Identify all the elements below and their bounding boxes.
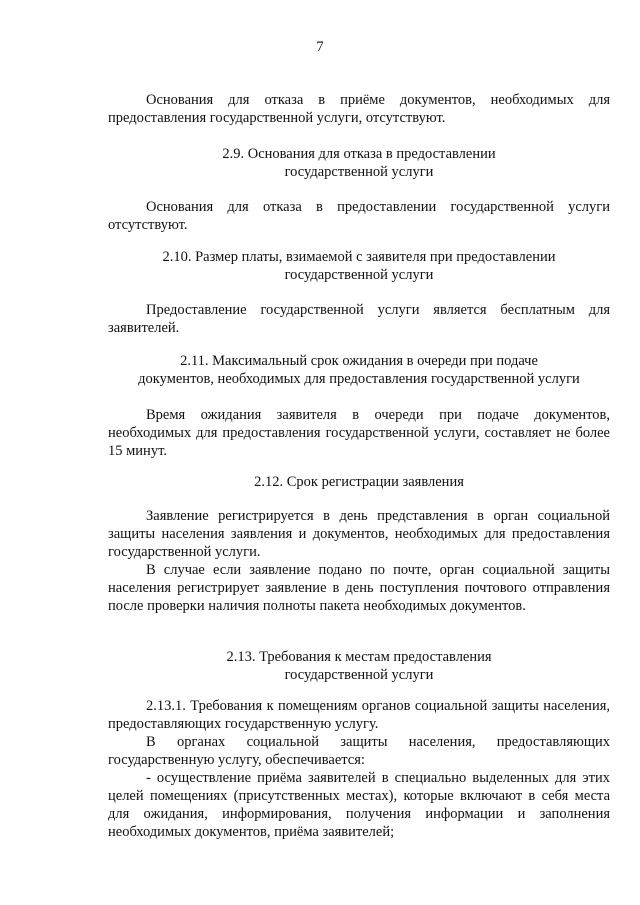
paragraph-waiting-time: Время ожидания заявителя в очереди при подаче документов, необходимых для предоставления государственной услуги, составляет не более 15 минут. xyxy=(108,407,610,459)
heading-line: государственной услуги xyxy=(284,667,434,683)
section-heading-2-10 xyxy=(108,248,610,284)
heading-line: 2.10. Размер платы, взимаемой с заявителя при предоставлении xyxy=(162,249,556,265)
paragraph-provision-ensured: В органах социальной защиты населения, предоставляющих государственную услугу, обеспечивается: xyxy=(108,734,610,768)
paragraph-fee: Предоставление государственной услуги является бесплатным для заявителей. xyxy=(108,302,610,336)
section-heading-2-11 xyxy=(108,352,610,388)
paragraph-postal-registration: В случае если заявление подано по почте, орган социальной защиты населения регистрирует заявление в день поступления почтового отправления после проверки наличия полноты пакета необходимых документов. xyxy=(108,562,610,614)
section-heading-2-9 xyxy=(108,145,610,181)
paragraph-premises-requirements: 2.13.1. Требования к помещениям органов социальной защиты населения, предоставляющих государственную услугу. xyxy=(108,698,610,732)
paragraph-refusal-acceptance: Основания для отказа в приёме документов, необходимых для предоставления государственной услуги, отсутствуют. xyxy=(108,92,610,126)
page-number: 7 xyxy=(316,39,324,55)
heading-line: 2.13. Требования к местам предоставления xyxy=(226,649,492,665)
paragraph-refusal-provision: Основания для отказа в предоставлении государственной услуги отсутствуют. xyxy=(108,199,610,233)
heading-line: государственной услуги xyxy=(284,267,434,283)
heading-line: 2.9. Основания для отказа в предоставлении xyxy=(222,146,496,162)
list-item-reception-premises: - осуществление приёма заявителей в специально выделенных для этих целей помещениях (присутственных местах), которые включают в себя места для ожидания, информирования, получения информации и заполнения необходимых документов, приёма заявителей; xyxy=(108,770,610,840)
heading-line: документов, необходимых для предоставления государственной услуги xyxy=(138,371,580,387)
section-heading-2-12: 2.12. Срок регистрации заявления xyxy=(254,474,464,490)
heading-line: 2.11. Максимальный срок ожидания в очереди при подаче xyxy=(180,353,538,369)
heading-line: государственной услуги xyxy=(284,164,434,180)
paragraph-registration: Заявление регистрируется в день представления в орган социальной защиты населения заявления и документов, необходимых для предоставления государственной услуги. xyxy=(108,508,610,560)
section-heading-2-13 xyxy=(108,648,610,684)
